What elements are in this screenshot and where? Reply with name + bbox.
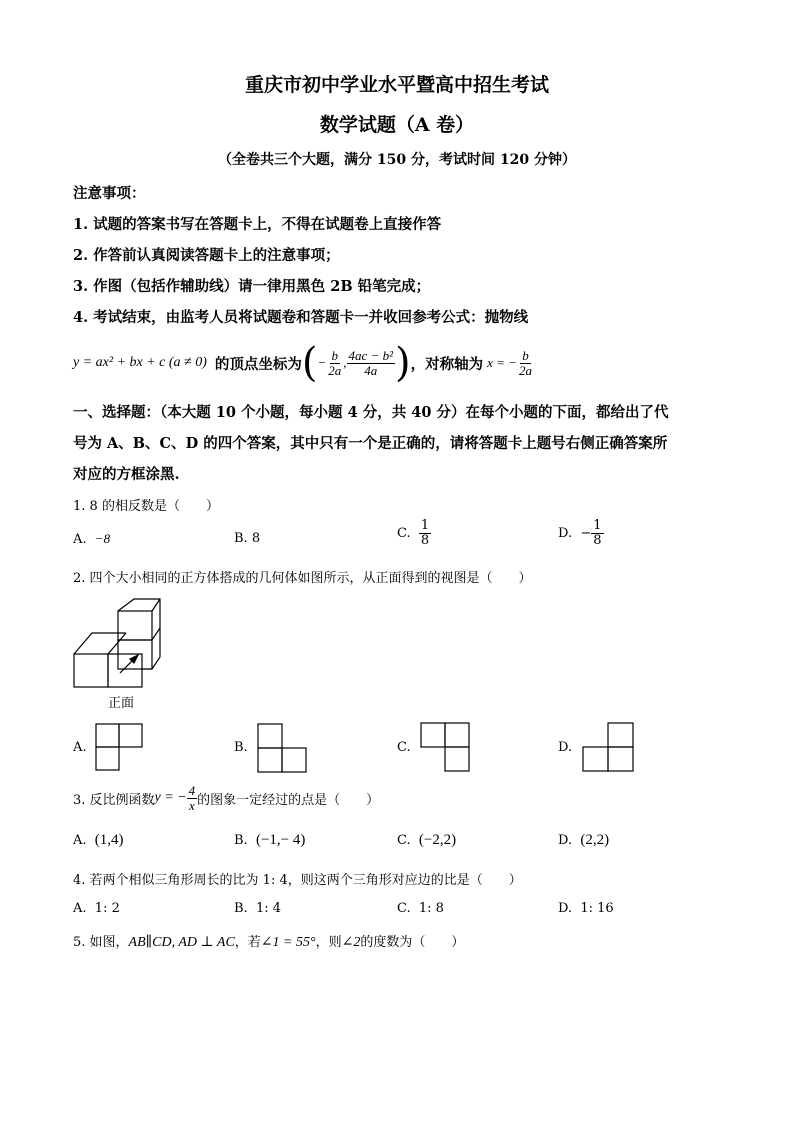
section-heading-line2: 号为 A、B、C、D 的四个答案，其中只有一个是正确的，请将答题卡上题号右侧正确答案所 (73, 435, 668, 452)
note-item-3: 3. 作图（包括作辅助线）请一律用黑色 2B 铅笔完成； (73, 278, 431, 295)
q1-option-d: D. − $\frac{1}{8}$ (558, 518, 602, 548)
section-heading-line1: 一、选择题：（本大题 10 个小题，每小题 4 分，共 40 分）在每个小题的下面，都给出了代 (73, 404, 669, 421)
q2-option-b-view (257, 723, 307, 773)
right-paren: ) (395, 340, 411, 386)
formula-line: y = ax² + bx + c (a ≠ 0) 的顶点坐标为 ( − $\frac{b}{2a}$ , $\frac{\text{4ac − b²}}{4a}$ ) ，对称轴为 x = − $\frac{b}{2a}$ (73, 340, 532, 386)
q2-option-d-view (582, 722, 634, 772)
q2-option-a-label: A. (73, 740, 87, 755)
axis-lhs: x = − (487, 355, 517, 370)
q3-option-d: D. (2,2) (558, 832, 610, 848)
q4-option-b: B. 1: 4 (234, 901, 282, 916)
q1-option-a: A. −8 (73, 531, 111, 547)
question-5-stem: 5. 如图，AB∥CD, AD ⊥ AC，若∠1 = 55°，则∠2的度数为（ ） (73, 935, 465, 950)
note-item-2: 2. 作答前认真阅读答题卡上的注意事项； (73, 247, 340, 264)
question-4-stem: 4. 若两个相似三角形周长的比为 1: 4，则这两个三角形对应边的比是（ ） (73, 873, 522, 888)
exam-subject-title: 数学试题（A 卷） (319, 114, 475, 136)
question-1-stem: 1. 8 的相反数是（ ） (73, 499, 219, 514)
q4-option-a: A. 1: 2 (73, 901, 120, 916)
axis-fraction: $\frac{b}{2a}$ (518, 347, 532, 378)
parabola-equation: y = ax² + bx + c (a ≠ 0) (73, 355, 207, 370)
vertex-text: 的顶点坐标为 (214, 355, 302, 373)
q2-option-a-view (95, 723, 143, 771)
notes-heading: 注意事项： (73, 185, 146, 202)
q2-option-d-label: D. (558, 740, 573, 755)
note-item-4: 4. 考试结束，由监考人员将试题卷和答题卡一并收回参考公式：抛物线 (73, 309, 529, 326)
vertex-x-fraction: $\frac{b}{2a}$ (328, 347, 342, 378)
q4-option-d: D. 1: 16 (558, 901, 614, 916)
q1-option-b: B. 8 (234, 531, 261, 546)
note-item-1: 1. 试题的答案书写在答题卡上，不得在试题卷上直接作答 (73, 216, 442, 233)
q2-option-c-label: C. (397, 740, 411, 755)
q1-option-c: C. $\frac{1}{8}$ (397, 518, 430, 548)
exam-subtitle: （全卷共三个大题，满分 150 分，考试时间 120 分钟） (218, 152, 576, 168)
q2-option-b-label: B. (234, 740, 248, 755)
q2-cube-figure (70, 595, 170, 695)
question-2-stem: 2. 四个大小相同的正方体搭成的几何体如图所示，从正面得到的视图是（ ） (73, 571, 532, 586)
q3-option-c: C. (−2,2) (397, 832, 457, 848)
q4-option-c: C. 1: 8 (397, 901, 444, 916)
exam-title: 重庆市初中学业水平暨高中招生考试 (244, 74, 549, 96)
section-heading-line3: 对应的方框涂黑. (73, 466, 180, 483)
q3-option-a: A. (1,4) (73, 832, 124, 848)
q2-option-c-view (420, 722, 470, 772)
left-paren: ( (301, 340, 318, 386)
vertex-y-fraction: $\frac{\text{4ac − b²}}{4a}$ (348, 347, 393, 378)
q3-option-b: B. (−1,− 4) (234, 832, 306, 848)
axis-text: ，对称轴为 (410, 355, 484, 373)
question-3-stem: 3. 反比例函数 y = − $\frac{4}{x}$ 的图象一定经过的点是（ ） (73, 782, 380, 813)
q2-front-label: 正面 (108, 696, 135, 711)
